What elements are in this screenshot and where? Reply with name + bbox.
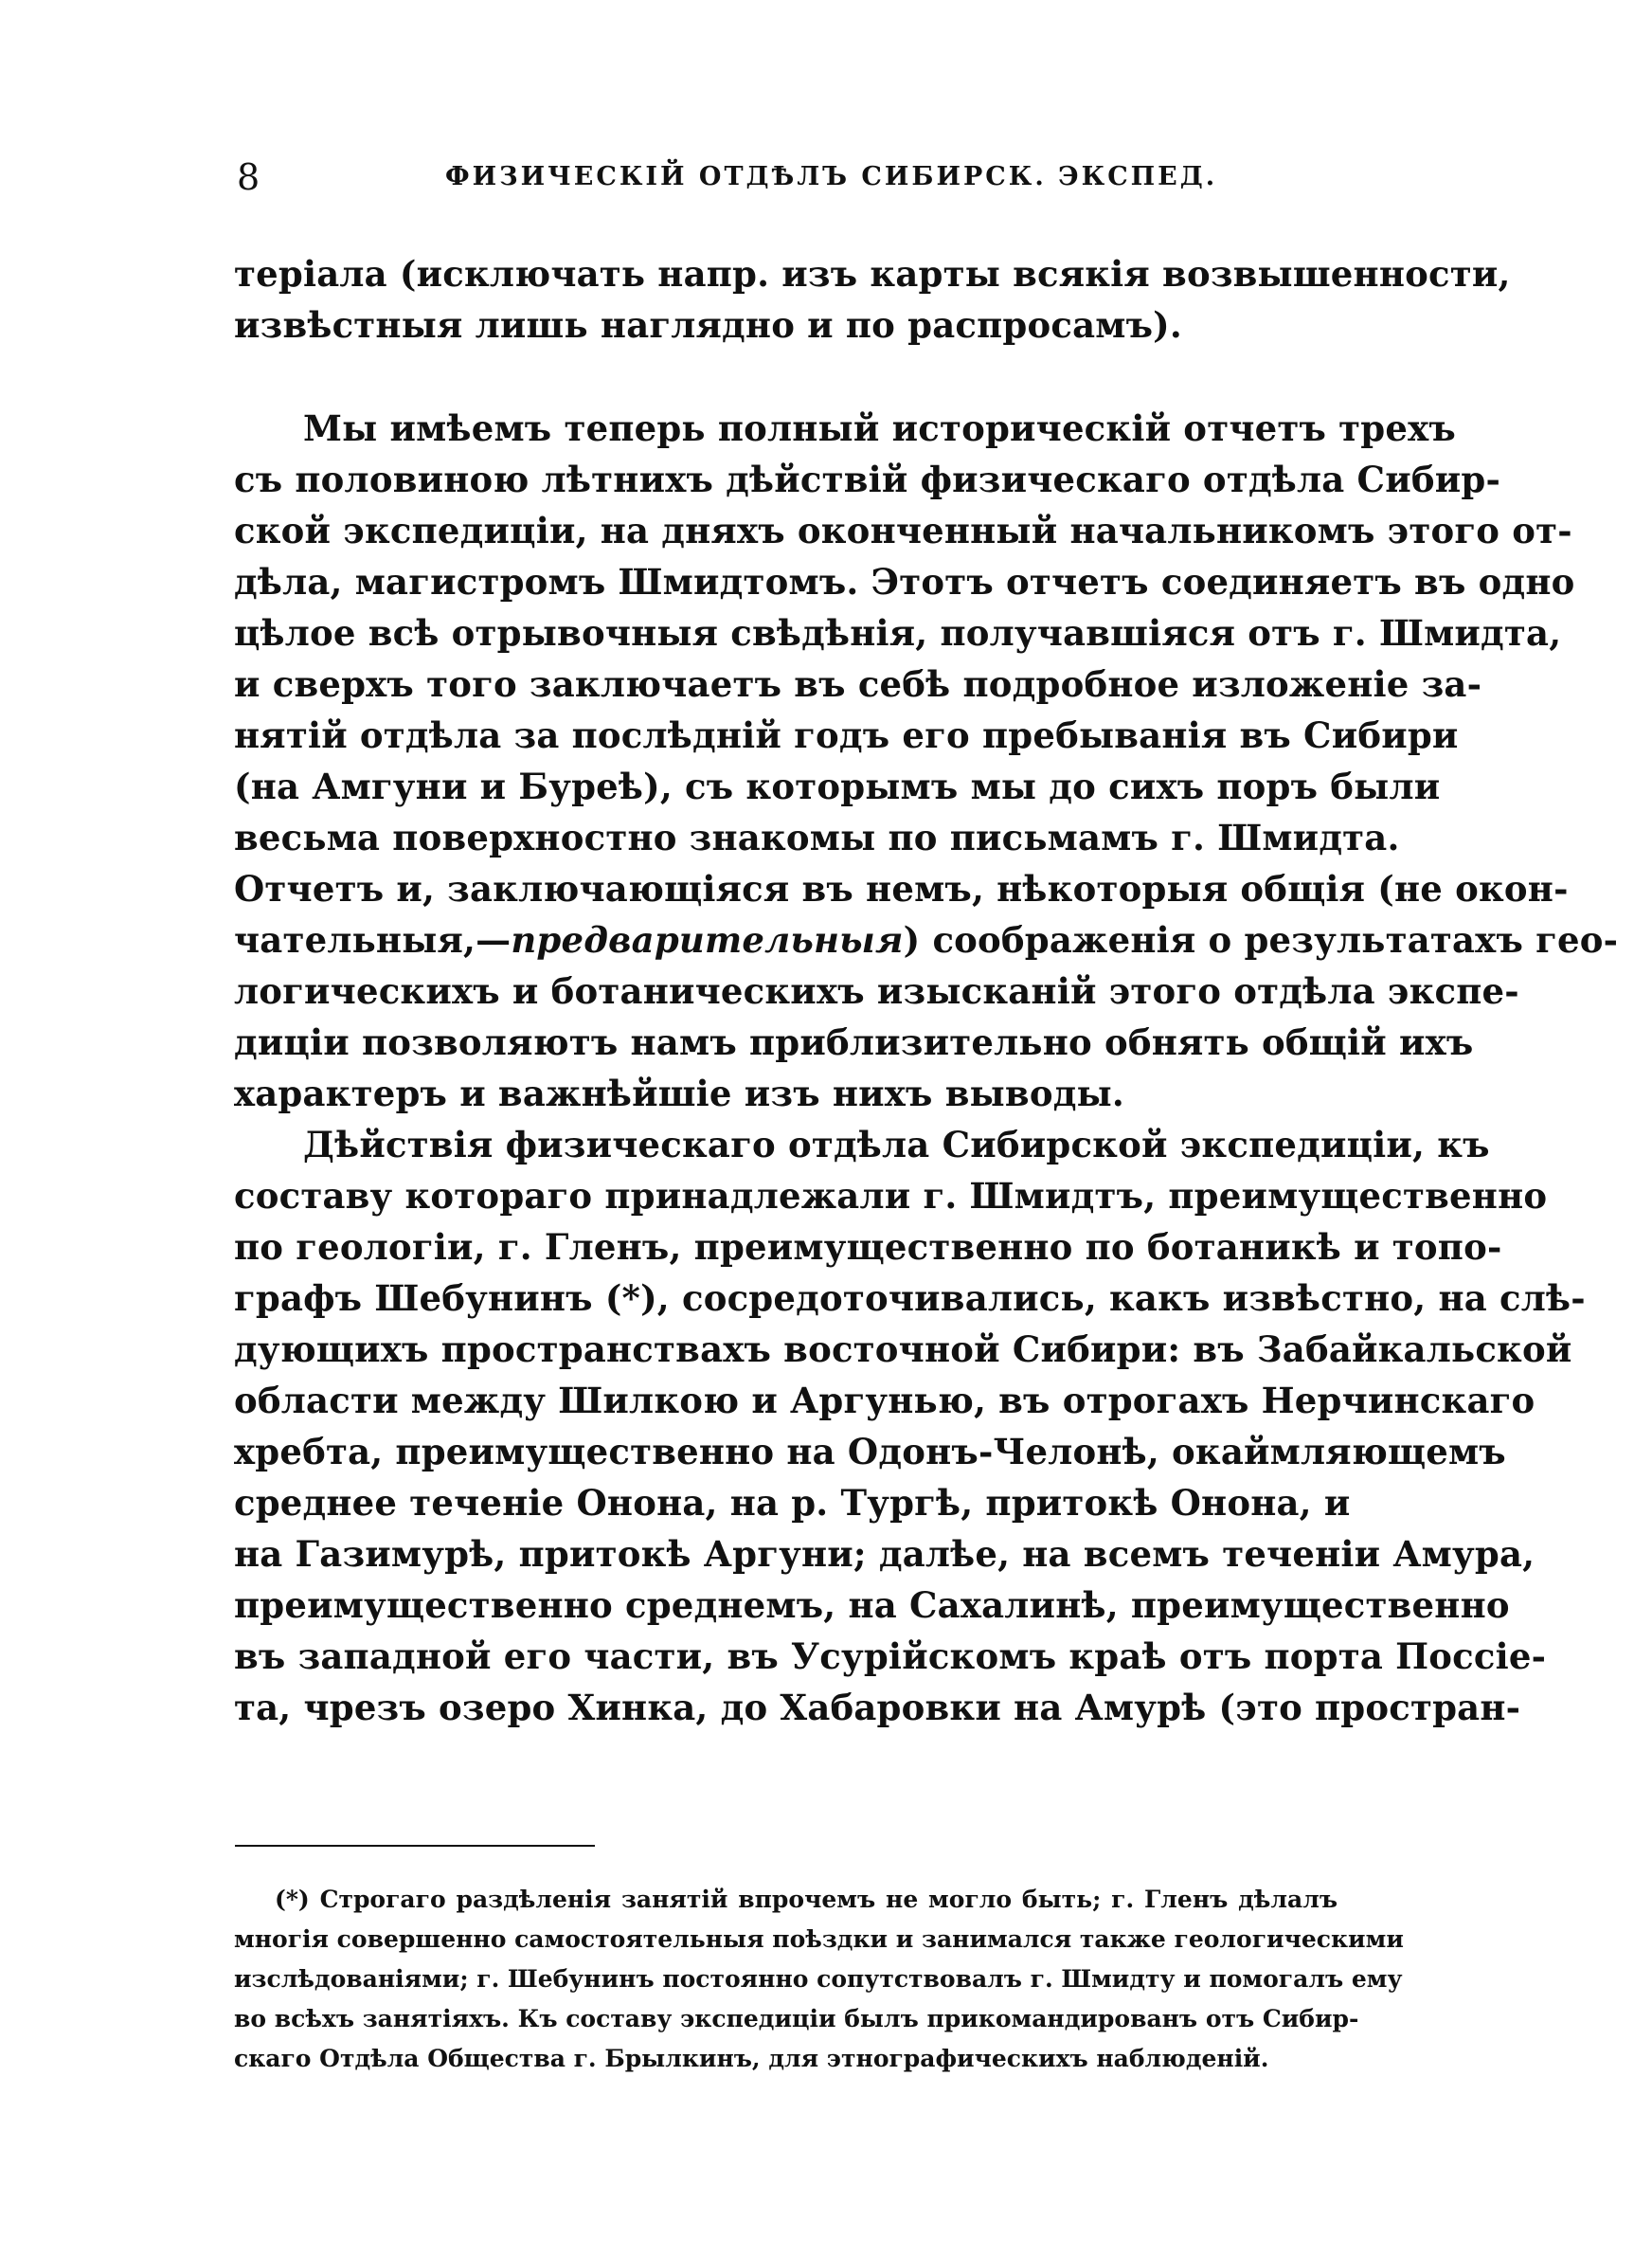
text-line-with-italic bbox=[234, 914, 1619, 966]
text-line: та, чрезъ озеро Хинка, до Хабаровки на Амурѣ (это простран- bbox=[234, 1687, 1521, 1728]
paragraph-start-line: Дѣйствія физическаго отдѣла Сибирской экспедиціи, къ bbox=[303, 1124, 1490, 1165]
text-line: цѣлое всѣ отрывочныя свѣдѣнія, получавшіяся отъ г. Шмидта, bbox=[234, 612, 1562, 654]
text-line: ской экспедиціи, на дняхъ оконченный начальникомъ этого от- bbox=[234, 510, 1572, 551]
page-number: 8 bbox=[237, 156, 260, 198]
text-line: хребта, преимущественно на Одонъ-Челонѣ, окаймляющемъ bbox=[234, 1431, 1506, 1472]
text-line: диціи позволяютъ намъ приблизительно обнять общій ихъ bbox=[234, 1021, 1474, 1063]
footnote-line: во всѣхъ занятіяхъ. Къ составу экспедиціи былъ прикомандированъ отъ Сибир- bbox=[234, 2005, 1359, 2032]
text-line: дующихъ пространствахъ восточной Сибири: въ Забайкальской bbox=[234, 1328, 1572, 1370]
text-line: (на Амгуни и Буреѣ), съ которымъ мы до сихъ поръ были bbox=[234, 766, 1441, 807]
text-line: и сверхъ того заключаетъ въ себѣ подробное изложеніе за- bbox=[234, 663, 1482, 705]
text-line: преимущественно среднемъ, на Сахалинѣ, преимущественно bbox=[234, 1584, 1510, 1626]
text-line: извѣстныя лишь наглядно и по распросамъ). bbox=[234, 304, 1182, 346]
text-segment: чательныя,— bbox=[234, 919, 512, 961]
footnote-line: (*) Строгаго раздѣленія занятій впрочемъ не могло быть; г. Гленъ дѣлалъ bbox=[275, 1886, 1338, 1913]
footnote-divider bbox=[235, 1845, 595, 1847]
text-line: дѣла, магистромъ Шмидтомъ. Этотъ отчетъ соединяетъ въ одно bbox=[234, 561, 1575, 603]
text-line: въ западной его части, въ Усурійскомъ краѣ отъ порта Поссіе- bbox=[234, 1635, 1547, 1677]
text-line: весьма поверхностно знакомы по письмамъ г. Шмидта. bbox=[234, 817, 1400, 858]
text-line: съ половиною лѣтнихъ дѣйствій физическаго отдѣла Сибир- bbox=[234, 459, 1501, 500]
text-segment: ) соображенія о результатахъ гео- bbox=[903, 919, 1619, 961]
footnote-line: изслѣдованіями; г. Шебунинъ постоянно сопутствовалъ г. Шмидту и помогалъ ему bbox=[234, 1965, 1403, 1993]
text-line: по геологіи, г. Гленъ, преимущественно по ботаникѣ и топо- bbox=[234, 1226, 1502, 1268]
text-line: области между Шилкою и Аргунью, въ отрогахъ Нерчинскаго bbox=[234, 1380, 1535, 1421]
footnote-line: многія совершенно самостоятельныя поѣздки и занимался также геологическими bbox=[234, 1925, 1404, 1953]
text-line: на Газимурѣ, притокѣ Аргуни; далѣе, на всемъ теченіи Амура, bbox=[234, 1533, 1535, 1575]
text-line: теріала (исключать напр. изъ карты всякія возвышенности, bbox=[234, 253, 1511, 295]
text-line: составу котораго принадлежали г. Шмидтъ, преимущественно bbox=[234, 1175, 1548, 1217]
text-line: нятій отдѣла за послѣдній годъ его пребыванія въ Сибири bbox=[234, 714, 1459, 756]
paragraph-start-line: Мы имѣемъ теперь полный историческій отчетъ трехъ bbox=[303, 407, 1456, 449]
footnote-line: скаго Отдѣла Общества г. Брылкинъ, для этнографическихъ наблюденій. bbox=[234, 2045, 1269, 2072]
page-header bbox=[237, 156, 1336, 204]
text-line: характеръ и важнѣйшіе изъ нихъ выводы. bbox=[234, 1073, 1124, 1114]
text-line: среднее теченіе Онона, на р. Тургѣ, притокѣ Онона, и bbox=[234, 1482, 1351, 1524]
running-title: ФИЗИЧЕСКІЙ ОТДѢЛЪ СИБИРСК. ЭКСПЕД. bbox=[445, 162, 1218, 191]
text-line: Отчетъ и, заключающіяся въ немъ, нѣкоторыя общія (не окон- bbox=[234, 868, 1569, 910]
text-line: графъ Шебунинъ (*), сосредоточивались, какъ извѣстно, на слѣ- bbox=[234, 1277, 1586, 1319]
text-line: логическихъ и ботаническихъ изысканій этого отдѣла экспе- bbox=[234, 970, 1519, 1012]
italic-term: предварительныя bbox=[511, 919, 904, 961]
